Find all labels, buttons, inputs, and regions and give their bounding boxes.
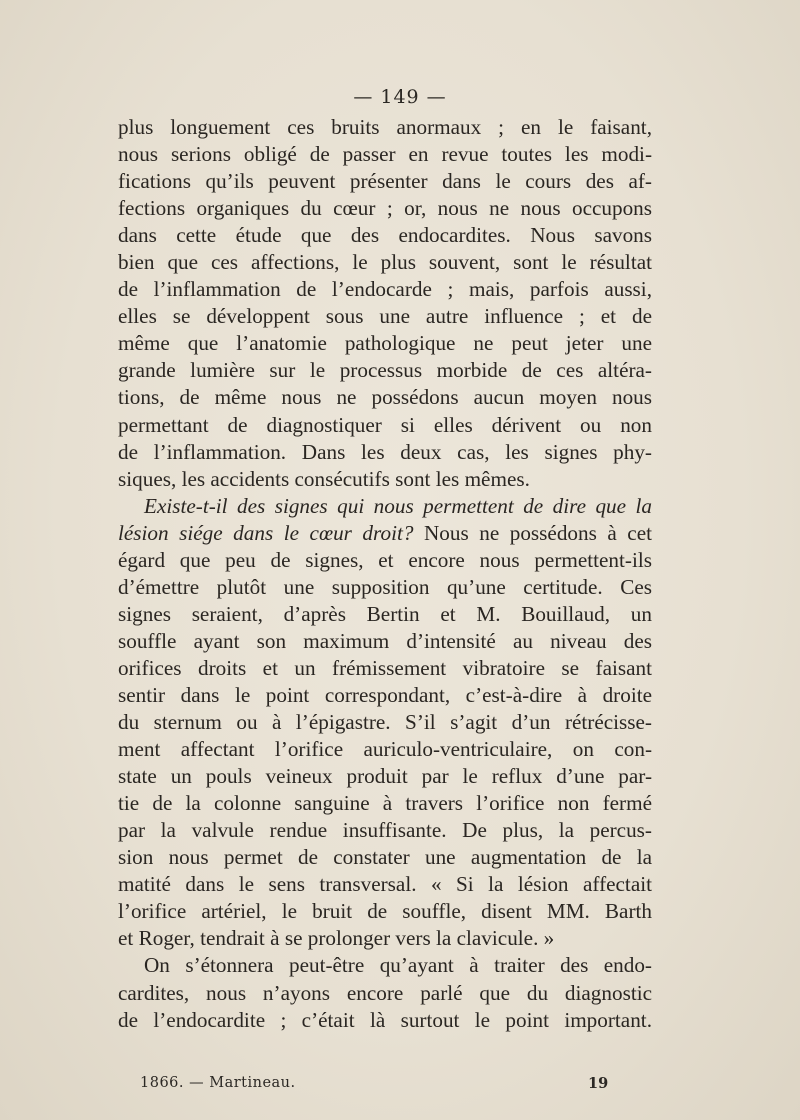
page-footer bbox=[0, 1075, 800, 1097]
line-text: fications qu’ils peuvent présenter dans le cours des af- bbox=[118, 169, 652, 194]
line-text: siques, les accidents consécutifs sont les mêmes. bbox=[118, 466, 530, 491]
text-line bbox=[118, 817, 652, 844]
line-text: elles se développent sous une autre influence ; et de bbox=[118, 304, 652, 329]
text-line bbox=[118, 466, 652, 493]
text-line bbox=[118, 195, 652, 222]
text-line bbox=[118, 547, 652, 574]
text-line bbox=[118, 1007, 652, 1034]
line-text: grande lumière sur le processus morbide de ces altéra- bbox=[118, 358, 652, 383]
line-text: du sternum ou à l’épigastre. S’il s’agit d’un rétrécisse- bbox=[118, 710, 652, 735]
text-line bbox=[118, 655, 652, 682]
line-text: fections organiques du cœur ; or, nous ne nous occupons bbox=[118, 196, 652, 221]
text-line bbox=[118, 709, 652, 736]
line-text: égard que peu de signes, et encore nous permettent-ils bbox=[118, 547, 652, 572]
text-line bbox=[118, 330, 652, 357]
line-text: On s’étonnera peut-être qu’ayant à traiter des endo- bbox=[144, 953, 652, 978]
line-text: de l’endocardite ; c’était là surtout le point important. bbox=[118, 1007, 652, 1032]
text-line bbox=[118, 520, 652, 547]
line-text: cardites, nous n’ayons encore parlé que du diagnostic bbox=[118, 980, 652, 1005]
line-text: Nous ne possédons à cet bbox=[413, 520, 652, 545]
line-text: dans cette étude que des endocardites. Nous savons bbox=[118, 223, 652, 248]
line-text: orifices droits et un frémissement vibratoire se faisant bbox=[118, 655, 652, 680]
line-text: nous serions obligé de passer en revue toutes les modi- bbox=[118, 142, 652, 167]
text-line bbox=[118, 141, 652, 168]
line-text: d’émettre plutôt une supposition qu’une certitude. Ces bbox=[118, 574, 652, 599]
text-line bbox=[118, 844, 652, 871]
line-text: sion nous permet de constater une augmentation de la bbox=[118, 845, 652, 870]
line-text: tions, de même nous ne possédons aucun moyen nous bbox=[118, 385, 652, 410]
text-line bbox=[118, 574, 652, 601]
body-text bbox=[118, 114, 652, 1034]
text-line bbox=[118, 871, 652, 898]
text-line bbox=[118, 763, 652, 790]
line-text: de l’inflammation. Dans les deux cas, les signes phy- bbox=[118, 439, 652, 464]
text-line bbox=[118, 682, 652, 709]
line-text: permettant de diagnostiquer si elles dérivent ou non bbox=[118, 412, 652, 437]
line-text: sentir dans le point correspondant, c’est-à-dire à droite bbox=[118, 682, 652, 707]
line-text: bien que ces affections, le plus souvent, sont le résultat bbox=[118, 250, 652, 275]
text-line bbox=[118, 222, 652, 249]
italic-text: Existe-t-il des signes qui nous permettent de dire que la bbox=[144, 493, 652, 518]
printer-signature: 1866. — Martineau. bbox=[140, 1075, 296, 1091]
line-text: même que l’anatomie pathologique ne peut jeter une bbox=[118, 331, 652, 356]
text-line bbox=[118, 303, 652, 330]
text-line bbox=[118, 601, 652, 628]
line-text: plus longuement ces bruits anormaux ; en le faisant, bbox=[118, 115, 652, 139]
text-line bbox=[118, 628, 652, 655]
text-line bbox=[118, 276, 652, 303]
text-line bbox=[118, 249, 652, 276]
line-text: souffle ayant son maximum d’intensité au niveau des bbox=[118, 628, 652, 653]
line-text: ment affectant l’orifice auriculo-ventriculaire, on con- bbox=[118, 737, 652, 762]
text-line bbox=[118, 493, 652, 520]
line-text: tie de la colonne sanguine à travers l’orifice non fermé bbox=[118, 791, 652, 816]
sheet-number: 19 bbox=[588, 1075, 609, 1092]
text-line bbox=[118, 790, 652, 817]
italic-text: lésion siége dans le cœur droit? bbox=[118, 520, 414, 545]
text-line bbox=[118, 952, 652, 979]
text-line bbox=[118, 898, 652, 925]
text-line bbox=[118, 736, 652, 763]
line-text: signes seraient, d’après Bertin et M. Bouillaud, un bbox=[118, 601, 652, 626]
text-line bbox=[118, 357, 652, 384]
text-line bbox=[118, 384, 652, 411]
line-text: et Roger, tendrait à se prolonger vers la clavicule. » bbox=[118, 926, 555, 951]
text-line bbox=[118, 168, 652, 195]
line-text: matité dans le sens transversal. « Si la lésion affectait bbox=[118, 872, 652, 897]
page-number: — 149 — bbox=[353, 86, 447, 108]
line-text: de l’inflammation de l’endocarde ; mais, parfois aussi, bbox=[118, 277, 652, 302]
line-text: state un pouls veineux produit par le reflux d’une par- bbox=[118, 764, 652, 789]
text-line bbox=[118, 439, 652, 466]
text-line bbox=[118, 925, 652, 952]
text-line bbox=[118, 412, 652, 439]
text-line bbox=[118, 114, 652, 141]
text-line bbox=[118, 980, 652, 1007]
line-text: l’orifice artériel, le bruit de souffle, disent MM. Barth bbox=[118, 899, 652, 924]
line-text: par la valvule rendue insuffisante. De plus, la percus- bbox=[118, 818, 652, 843]
